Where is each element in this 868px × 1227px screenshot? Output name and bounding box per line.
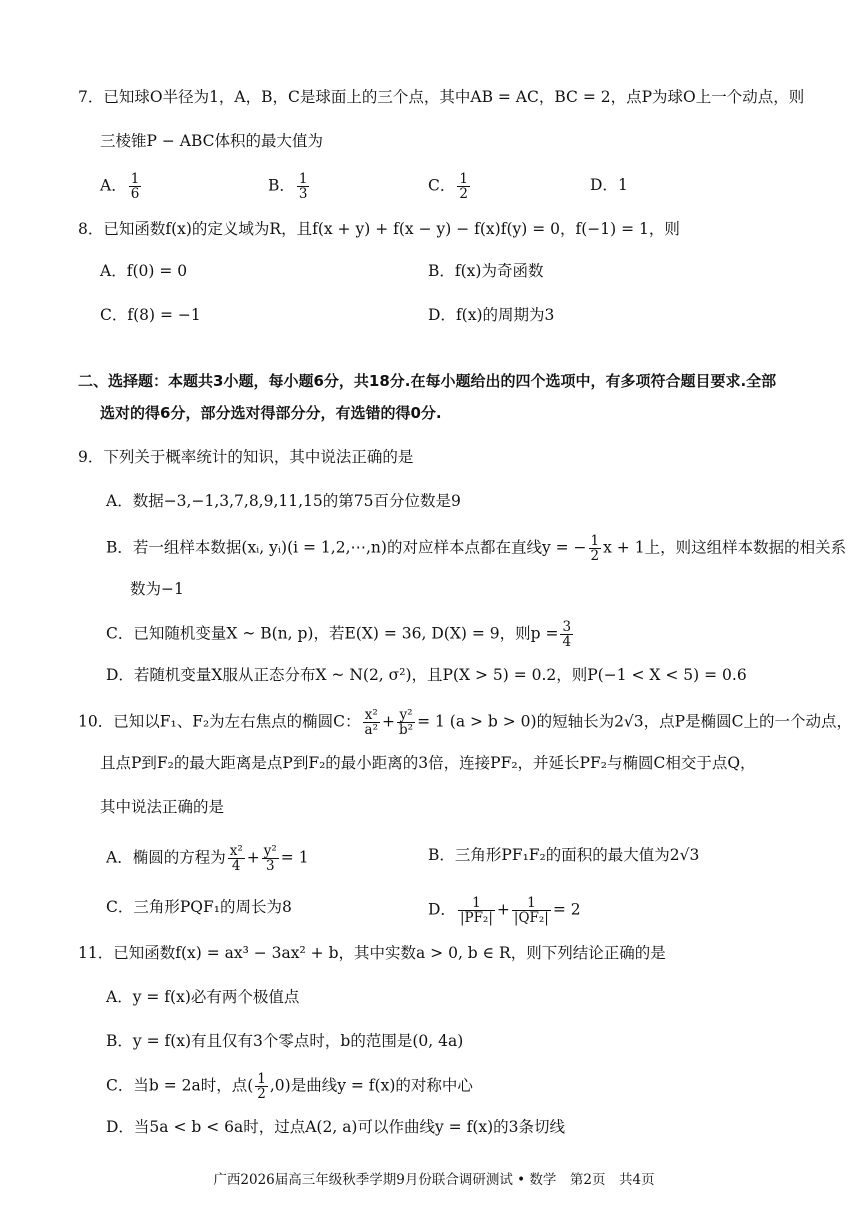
- q11-option-b: B．y = f(x)有且仅有3个零点时，b的范围是(0, 4a): [106, 1032, 464, 1050]
- q11-option-a: A．y = f(x)必有两个极值点: [106, 988, 300, 1006]
- q10-option-a: A．椭圆的方程为 $\frac{\text{x²}}{4}$ + $\frac{\text{y²}}{3}$ = 1: [106, 843, 309, 875]
- q9-option-c: C．已知随机变量X ~ B(n, p)，若E(X) = 36, D(X) = 9，则p = $\frac{3}{4}$: [106, 619, 572, 651]
- q7-stem-line2: 三棱锥P − ABC体积的最大值为: [100, 132, 324, 150]
- q7-stem-line1: 7．已知球O半径为1，A，B，C是球面上的三个点，其中AB = AC，BC = 2，点P为球O上一个动点，则: [78, 88, 805, 106]
- q10-stem-line3: 其中说法正确的是: [100, 798, 225, 816]
- q7-option-c: C． $\frac{1}{2}$: [428, 171, 468, 203]
- q9-option-b-line2: 数为−1: [130, 580, 184, 598]
- q8-option-b: B．f(x)为奇函数: [428, 262, 544, 280]
- q10-option-b: B．三角形PF₁F₂的面积的最大值为2√3: [428, 846, 700, 864]
- q11-option-c: C．当b = 2a时，点( $\frac{1}{2}$ ,0)是曲线y = f(x)的对称中心: [106, 1071, 473, 1103]
- q10-option-d: D． $\frac{1}{\text{|PF₂|}}$ + $\frac{1}{\text{|QF₂|}}$ = 2: [428, 895, 581, 927]
- q7-option-b: B． $\frac{1}{3}$: [268, 171, 308, 203]
- section2-instructions-line1: 二、选择题：本题共3小题，每小题6分，共18分.在每小题给出的四个选项中，有多项符合题目要求.全部: [78, 372, 777, 390]
- q8-option-c: C．f(8) = −1: [100, 306, 201, 324]
- q9-option-b: B．若一组样本数据(xᵢ, yᵢ)(i = 1,2,⋯,n)的对应样本点都在直线y = − $\frac{1}{2}$ x + 1上，则这组样本数据的相关系: [106, 533, 847, 565]
- q10-option-c: C．三角形PQF₁的周长为8: [106, 898, 292, 916]
- q8-option-a: A．f(0) = 0: [100, 262, 188, 280]
- section2-instructions-line2: 选对的得6分，部分选对得部分分，有选错的得0分.: [100, 404, 442, 422]
- q7-option-a: A． $\frac{1}{6}$: [100, 171, 140, 203]
- q7-option-d: D．1: [590, 176, 628, 194]
- page-footer: 广西2026届高三年级秋季学期9月份联合调研测试 • 数学 第2页 共4页: [213, 1172, 655, 1188]
- q11-stem: 11．已知函数f(x) = ax³ − 3ax² + b，其中实数a > 0, b ∈ R，则下列结论正确的是: [78, 944, 666, 962]
- q9-option-d: D．若随机变量X服从正态分布X ~ N(2, σ²)，且P(X > 5) = 0.2，则P(−1 < X < 5) = 0.6: [106, 666, 747, 684]
- q10-stem-line2: 且点P到F₂的最大距离是点P到F₂的最小距离的3倍，连接PF₂，并延长PF₂与椭圆C相交于点Q，: [100, 754, 756, 772]
- q9-option-a: A．数据−3,−1,3,7,8,9,11,15的第75百分位数是9: [106, 492, 461, 510]
- q11-option-d: D．当5a < b < 6a时，过点A(2, a)可以作曲线y = f(x)的3条切线: [106, 1118, 566, 1136]
- q8-option-d: D．f(x)的周期为3: [428, 306, 555, 324]
- q8-stem: 8．已知函数f(x)的定义域为R，且f(x + y) + f(x − y) − f(x)f(y) = 0，f(−1) = 1，则: [78, 220, 680, 238]
- q9-stem: 9．下列关于概率统计的知识，其中说法正确的是: [78, 448, 414, 466]
- q10-stem-line1: 10．已知以F₁、F₂为左右焦点的椭圆C： $\frac{\text{x²}}{\text{a²}}$ + $\frac{\text{y²}}{\text{b²}}$ = 1 (a > b > 0)的短轴长为2√3，点P是椭圆C上的一个动点，: [78, 707, 852, 739]
